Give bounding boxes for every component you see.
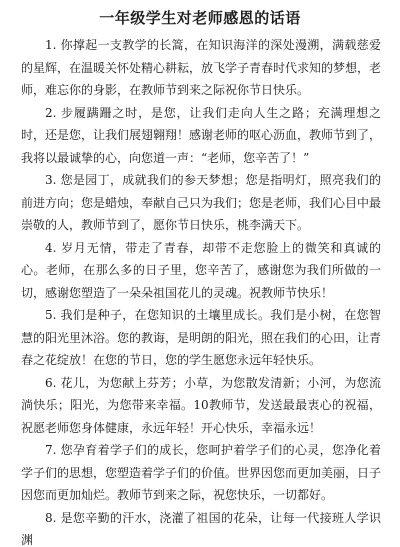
document-body bbox=[21, 34, 381, 547]
paragraph-1: 1. 你撑起一支教学的长篙，在知识海洋的深处漫溯，满载慈爱的星辉，在温暖关怀处精心耕耘，放飞学子青春时代求知的梦想，老师，难忘你的身影，在教师节到来之际祝你节日快乐。 bbox=[21, 38, 382, 97]
paragraph-3: 3. 您是园丁，成就我们的参天梦想；您是指明灯，照亮我们的前进方向；您是蜡烛，奉献自己只为我们；您是老师，我们心目中最崇敬的人，教师节到了，愿你节日快乐，桃李满天下。 bbox=[21, 173, 382, 232]
paragraph-8: 8. 是您辛勤的汗水，浇灌了祖国的花朵，让每一代接班人学识渊 bbox=[21, 510, 381, 547]
paragraph-7: 7. 您孕育着学子们的成长，您呵护着学子们的心灵，您净化着学子们的思想，您塑造着学子们的价值。世界因您而更加美丽，日子因您而更加灿烂。教师节到来之际，祝您快乐，一切都好。 bbox=[21, 443, 382, 502]
paragraph-5: 5. 我们是种子，在您知识的土壤里成长。我们是小树，在您智慧的阳光里沐浴。您的教诲，是明朗的阳光，照在我们的心田，让青春之花绽放！在您的节日，您的学生愿您永远年轻快乐。 bbox=[21, 308, 382, 367]
document-title: 一年级学生对老师感恩的话语 bbox=[99, 9, 301, 27]
paragraph-6: 6. 花儿，为您献上芬芳；小草，为您散发清新；小河，为您流淌快乐；阳光，为您带来幸福。10教师节，发送最最衷心的祝福，祝愿老师您身体健康，永远年轻！开心快乐，幸福永远！ bbox=[21, 375, 381, 435]
paragraph-4: 4. 岁月无情，带走了青春，却带不走您脸上的微笑和真诚的心。老师，在那么多的日子里，您辛苦了，感谢您为我们所做的一切，感谢您塑造了一朵朵祖国花儿的灵魂。祝教师节快乐！ bbox=[21, 240, 381, 300]
paragraph-2: 2. 步履蹒跚之时，是您，让我们走向人生之路；充满理想之时，还是您，让我们展翅翱翔！感谢老师的呕心沥血，教师节到了，我将以最诚挚的心，向您道一声：“老师，您辛苦了！” bbox=[21, 105, 382, 165]
